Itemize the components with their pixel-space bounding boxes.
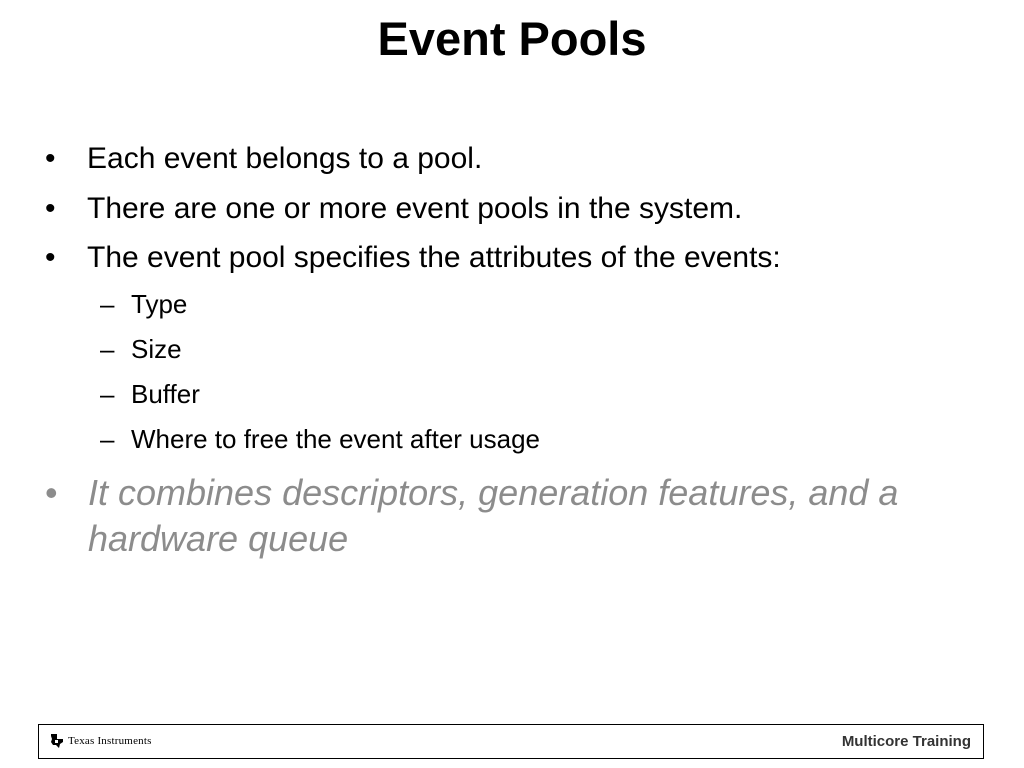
texas-state-icon	[49, 733, 65, 749]
bullet-text: The event pool specifies the attributes of the events:	[87, 241, 781, 274]
bullet-marker: •	[45, 241, 56, 274]
bullet-text: Each event belongs to a pool.	[87, 142, 483, 175]
slide-footer	[38, 724, 984, 759]
sub-bullet-marker: –	[100, 424, 115, 454]
sub-bullet-text: Where to free the event after usage	[131, 424, 541, 454]
sub-bullet-marker: –	[100, 334, 115, 364]
final-bullet-text: It combines descriptors, generation features, and a hardware queue	[88, 472, 899, 559]
bullet-text: There are one or more event pools in the system.	[87, 192, 743, 225]
sub-bullet-marker: –	[100, 289, 115, 319]
sub-bullet-marker: –	[100, 379, 115, 409]
bullet-marker: •	[45, 192, 56, 225]
sub-bullet-text: Buffer	[131, 379, 200, 409]
ti-logo-text: Texas Instruments	[68, 735, 152, 747]
footer-label: Multicore Training	[841, 733, 971, 750]
slide-title: Event Pools	[377, 12, 647, 65]
sub-bullet-text: Size	[131, 334, 182, 364]
bullet-marker: •	[45, 142, 56, 175]
bullet-marker: •	[45, 472, 58, 513]
sub-bullet-text: Type	[131, 289, 188, 319]
